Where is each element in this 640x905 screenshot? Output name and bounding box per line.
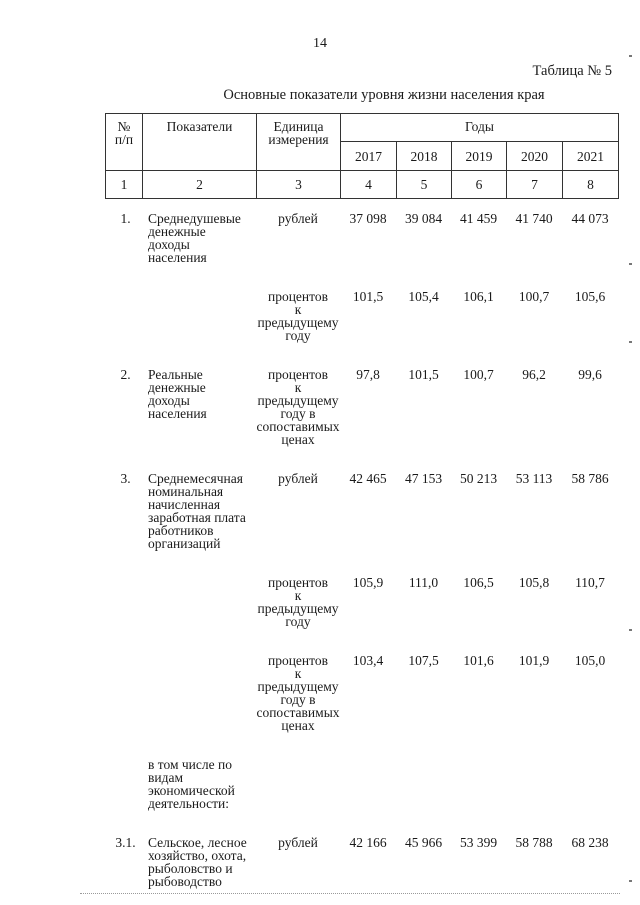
- row-value: 45 966: [404, 835, 443, 850]
- col-number: 1: [106, 171, 143, 199]
- row-value: 44 073: [571, 211, 609, 226]
- indicator-line: заработная плата: [148, 510, 246, 525]
- row-value: [562, 748, 618, 826]
- scan-artifact-line: [80, 893, 620, 894]
- unit-line: предыдущему: [257, 679, 339, 694]
- row-number: 2.: [120, 367, 131, 382]
- unit-line: процентов: [267, 575, 328, 590]
- row-value: 101,9: [518, 653, 550, 668]
- row-indicator: [142, 358, 256, 462]
- row-unit: [256, 202, 340, 280]
- table-title: Основные показатели уровня жизни населения края: [223, 87, 545, 103]
- row-value: 101,5: [352, 289, 384, 304]
- col-number: 7: [507, 171, 563, 199]
- header-num: [106, 114, 143, 171]
- unit-line: году в: [280, 406, 316, 421]
- row-value: 47 153: [404, 471, 443, 486]
- row-number: [105, 748, 142, 826]
- edge-mark: [629, 55, 632, 57]
- unit-line: году: [285, 328, 311, 343]
- header-num-line: п/п: [114, 132, 134, 147]
- row-value: 110,7: [575, 575, 605, 590]
- row-value: 58 786: [571, 471, 609, 486]
- row-value: [451, 748, 506, 826]
- unit-line: рублей: [278, 471, 318, 486]
- row-unit: [256, 358, 340, 462]
- table-row: [105, 644, 618, 748]
- unit-line: к: [294, 588, 302, 603]
- edge-mark: [629, 629, 632, 631]
- row-value: 106,5: [463, 575, 494, 590]
- indicator-line: рыболовство и: [148, 861, 233, 876]
- row-value: 105,4: [408, 289, 439, 304]
- row-indicator: [142, 644, 256, 748]
- page-number: 14: [313, 36, 327, 51]
- indicator-line: рыбоводство: [148, 874, 222, 889]
- row-unit: [256, 280, 340, 358]
- row-value: 50 213: [459, 471, 498, 486]
- indicator-line: номинальная: [148, 484, 224, 499]
- unit-line: году: [285, 614, 311, 629]
- col-number: 3: [257, 171, 341, 199]
- unit-line: предыдущему: [257, 393, 339, 408]
- table-header: [105, 113, 619, 199]
- table-row: [105, 202, 618, 280]
- unit-line: предыдущему: [257, 601, 339, 616]
- indicator-line: работников: [148, 523, 214, 538]
- row-value: 97,8: [356, 367, 380, 382]
- row-value: 37 098: [349, 211, 387, 226]
- row-value: 111,0: [408, 575, 439, 590]
- row-number: 1.: [120, 211, 131, 226]
- table-row: [105, 566, 618, 644]
- edge-mark: [629, 341, 632, 343]
- indicator-line: доходы: [148, 237, 190, 252]
- unit-line: процентов: [267, 367, 328, 382]
- row-value: 42 166: [349, 835, 387, 850]
- col-number: 8: [563, 171, 619, 199]
- indicator-line: населения: [148, 250, 207, 265]
- row-value: 99,6: [578, 367, 602, 382]
- row-value: 101,5: [408, 367, 439, 382]
- col-number: 2: [143, 171, 257, 199]
- row-indicator: [142, 462, 256, 566]
- row-value: 68 238: [571, 835, 609, 850]
- header-years-label: Годы: [465, 119, 494, 134]
- row-indicator: [142, 202, 256, 280]
- table-row: [105, 748, 618, 826]
- unit-line: рублей: [278, 211, 318, 226]
- edge-mark: [629, 880, 632, 882]
- row-value: 106,1: [463, 289, 494, 304]
- unit-line: предыдущему: [257, 315, 339, 330]
- row-value: 41 740: [515, 211, 553, 226]
- table-row: [105, 462, 618, 566]
- indicator-line: денежные: [148, 380, 206, 395]
- indicator-line: населения: [148, 406, 207, 421]
- row-number: [105, 566, 142, 644]
- edge-mark: [629, 263, 632, 265]
- header-unit-line: измерения: [268, 132, 329, 147]
- row-value: 101,6: [463, 653, 494, 668]
- header-year: 2018: [397, 142, 452, 171]
- row-value: 53 399: [459, 835, 498, 850]
- row-value: 105,0: [574, 653, 606, 668]
- table-label: Таблица № 5: [532, 63, 612, 79]
- row-value: 107,5: [408, 653, 439, 668]
- col-number: 6: [452, 171, 507, 199]
- row-value: 103,4: [352, 653, 384, 668]
- row-value: [340, 748, 396, 826]
- indicator-line: начисленная: [148, 497, 221, 512]
- row-value: 53 113: [515, 471, 553, 486]
- indicator-line: доходы: [148, 393, 190, 408]
- row-value: 58 788: [515, 835, 553, 850]
- row-value: [396, 748, 451, 826]
- row-number: 3.1.: [115, 835, 136, 850]
- table-body: [105, 202, 618, 904]
- col-number: 5: [397, 171, 452, 199]
- table-row: [105, 280, 618, 358]
- header-indicator-label: Показатели: [166, 119, 233, 134]
- col-number: 4: [341, 171, 397, 199]
- row-indicator: [142, 280, 256, 358]
- unit-line: году в: [280, 692, 316, 707]
- row-value: 105,6: [574, 289, 606, 304]
- indicator-line: организаций: [148, 536, 221, 551]
- unit-line: к: [294, 380, 302, 395]
- row-value: 39 084: [404, 211, 443, 226]
- unit-line: ценах: [281, 432, 315, 447]
- indicator-line: деятельности:: [148, 796, 230, 811]
- table-row: [105, 358, 618, 462]
- row-value: 96,2: [522, 367, 546, 382]
- header-year: 2017: [341, 142, 397, 171]
- indicator-line: экономической: [148, 783, 235, 798]
- indicator-line: хозяйство, охота,: [148, 848, 247, 863]
- row-unit: [256, 748, 340, 826]
- indicator-line: Среднемесячная: [148, 471, 243, 486]
- row-value: 100,7: [463, 367, 494, 382]
- header-year: 2020: [507, 142, 563, 171]
- unit-line: сопоставимых: [256, 419, 340, 434]
- unit-line: ценах: [281, 718, 315, 733]
- unit-line: сопоставимых: [256, 705, 340, 720]
- row-value: 100,7: [518, 289, 550, 304]
- row-unit: [256, 566, 340, 644]
- row-value: 42 465: [349, 471, 387, 486]
- indicator-line: денежные: [148, 224, 206, 239]
- indicator-line: Сельское, лесное: [148, 835, 247, 850]
- unit-line: к: [294, 666, 302, 681]
- indicator-line: Реальные: [148, 367, 203, 382]
- header-num-line: №: [117, 119, 131, 134]
- indicator-line: Среднедушевые: [148, 211, 241, 226]
- row-value: 41 459: [459, 211, 498, 226]
- header-year: 2021: [563, 142, 619, 171]
- unit-line: процентов: [267, 289, 328, 304]
- indicator-line: видам: [148, 770, 184, 785]
- row-unit: [256, 462, 340, 566]
- unit-line: к: [294, 302, 302, 317]
- header-unit: [257, 114, 341, 171]
- row-indicator: [142, 566, 256, 644]
- header-indicator: [143, 114, 257, 171]
- header-unit-line: Единица: [273, 119, 324, 134]
- row-value: 105,8: [518, 575, 550, 590]
- unit-line: рублей: [278, 835, 318, 850]
- row-number: [105, 280, 142, 358]
- row-value: [506, 748, 562, 826]
- unit-line: процентов: [267, 653, 328, 668]
- indicator-line: в том числе по: [148, 757, 232, 772]
- row-indicator: [142, 748, 256, 826]
- row-number: [105, 644, 142, 748]
- row-number: 3.: [120, 471, 131, 486]
- header-year: 2019: [452, 142, 507, 171]
- row-value: 105,9: [352, 575, 384, 590]
- header-years: [341, 114, 619, 142]
- row-unit: [256, 644, 340, 748]
